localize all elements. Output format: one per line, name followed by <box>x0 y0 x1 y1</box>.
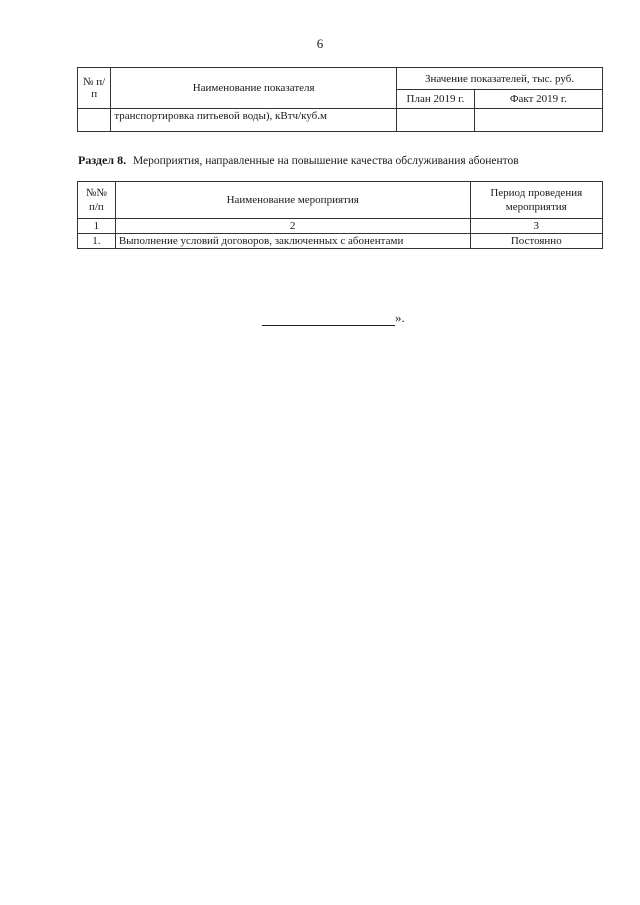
closing-quote: ». <box>395 310 405 325</box>
closing-line <box>262 310 405 326</box>
table-header-row <box>78 68 603 90</box>
table-row <box>78 234 603 249</box>
column-number: 2 <box>115 219 470 234</box>
measures-table <box>77 181 603 249</box>
section-title-text: Мероприятия, направленные на повышение качества обслуживания абонентов <box>132 155 519 167</box>
column-header-number: №№ п/п <box>78 182 116 219</box>
column-header-fact: Факт 2019 г. <box>474 90 602 109</box>
cell-fact <box>474 109 602 132</box>
cell-number: 1. <box>78 234 116 249</box>
column-header-name: Наименование показателя <box>111 68 397 109</box>
cell-name: транспортировка питьевой воды), кВтч/куб.м <box>111 109 397 132</box>
column-numbering-row <box>78 219 603 234</box>
column-header-plan: План 2019 г. <box>397 90 475 109</box>
column-header-number: № п/п <box>78 68 111 109</box>
column-number: 1 <box>78 219 116 234</box>
column-header-measure-name: Наименование мероприятия <box>115 182 470 219</box>
column-header-values-group: Значение показателей, тыс. руб. <box>397 68 603 90</box>
cell-measure-name: Выполнение условий договоров, заключенных с абонентами <box>115 234 470 249</box>
section-label: Раздел 8. <box>78 153 127 167</box>
table-header-row <box>78 182 603 219</box>
table-row <box>78 109 603 132</box>
signature-underline <box>262 314 395 326</box>
cell-plan <box>397 109 475 132</box>
column-header-period: Период проведения мероприятия <box>470 182 602 219</box>
column-number: 3 <box>470 219 602 234</box>
indicators-table <box>77 67 603 132</box>
cell-period: Постоянно <box>470 234 602 249</box>
page-number: 6 <box>316 36 324 51</box>
section-heading <box>78 153 519 168</box>
cell-number <box>78 109 111 132</box>
